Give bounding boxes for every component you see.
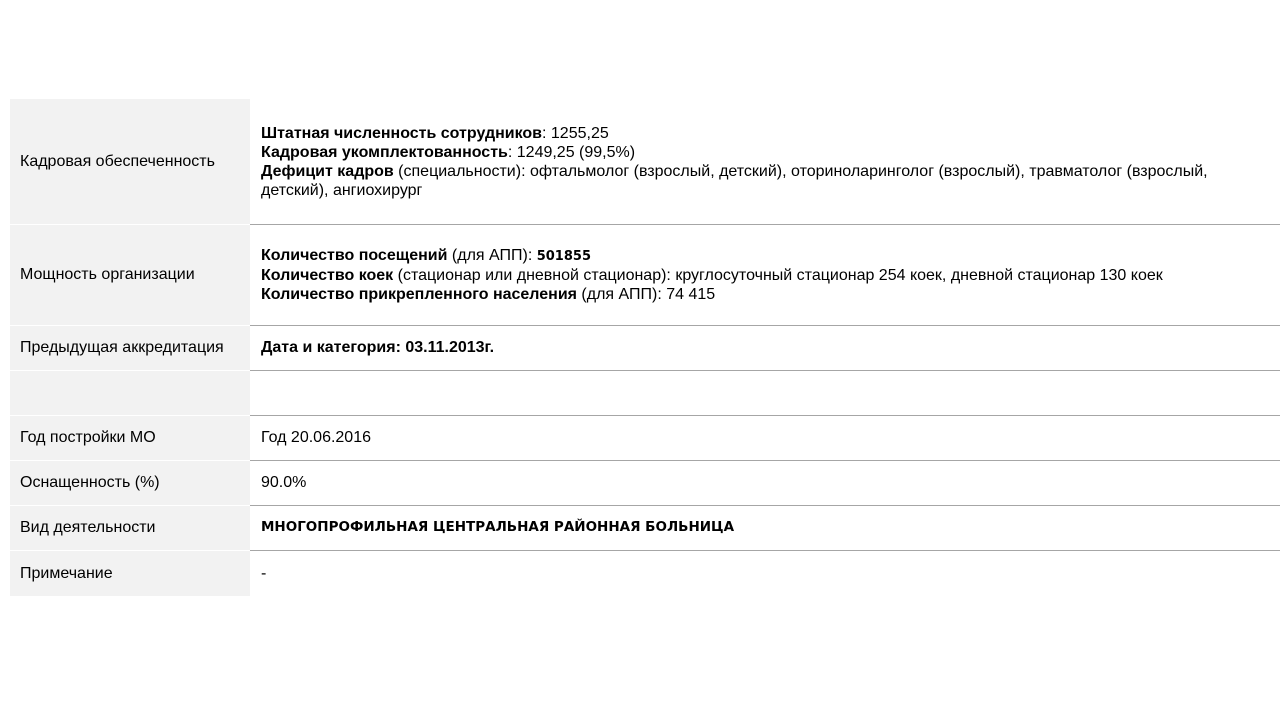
table-row-staffing xyxy=(10,99,1280,224)
staffing-level-label: Кадровая укомплектованность xyxy=(261,143,508,161)
row-label-equipment: Оснащенность (%) xyxy=(10,460,250,505)
population-label: Количество прикрепленного населения xyxy=(261,285,577,303)
row-value-staffing xyxy=(250,99,1280,224)
deficit-label: Дефицит кадров xyxy=(261,162,394,180)
organization-info-table xyxy=(10,99,1280,596)
row-label-capacity: Мощность организации xyxy=(10,224,250,325)
table-row-accreditation xyxy=(10,325,1280,370)
visits-value: 501855 xyxy=(536,248,591,264)
row-label-empty xyxy=(10,370,250,415)
beds-line xyxy=(261,266,1220,285)
deficit-line xyxy=(261,162,1220,200)
row-value-activity xyxy=(250,505,1280,550)
build-year-value: Год 20.06.2016 xyxy=(261,429,371,446)
beds-label: Количество коек xyxy=(261,266,394,284)
visits-note: (для АПП): xyxy=(447,246,537,264)
staff-count-value: : 1255,25 xyxy=(542,124,609,142)
row-label-accreditation: Предыдущая аккредитация xyxy=(10,325,250,370)
population-value: (для АПП): 74 415 xyxy=(576,285,716,303)
row-value-build-year xyxy=(250,415,1280,460)
row-value-capacity xyxy=(250,224,1280,325)
note-value: - xyxy=(261,564,267,582)
visits-line xyxy=(261,246,1220,266)
table-row-empty xyxy=(10,370,1280,415)
activity-value: МНОГОПРОФИЛЬНАЯ ЦЕНТРАЛЬНАЯ РАЙОННАЯ БОЛЬНИЦА xyxy=(261,519,735,535)
row-label-note: Примечание xyxy=(10,550,250,596)
row-value-note xyxy=(250,550,1280,596)
table-row-activity xyxy=(10,505,1280,550)
visits-label: Количество посещений xyxy=(261,246,448,264)
row-label-activity: Вид деятельности xyxy=(10,505,250,550)
table-row-note xyxy=(10,550,1280,596)
staffing-level-line xyxy=(261,143,1220,162)
table-row-equipment xyxy=(10,460,1280,505)
beds-value: (стационар или дневной стационар): круглосуточный стационар 254 коек, дневной стационар 130 коек xyxy=(393,266,1163,284)
row-label-staffing: Кадровая обеспеченность xyxy=(10,99,250,224)
equipment-value: 90.0% xyxy=(261,474,307,491)
accreditation-value: Дата и категория: 03.11.2013г. xyxy=(261,339,495,356)
deficit-value: (специальности): офтальмолог (взрослый, детский), оториноларинголог (взрослый), травматолог (взрослый, детский), ангиохирург xyxy=(261,162,1208,199)
row-value-accreditation xyxy=(250,325,1280,370)
row-value-empty xyxy=(250,370,1280,415)
row-label-build-year: Год постройки МО xyxy=(10,415,250,460)
population-line xyxy=(261,285,1220,304)
table-row-capacity xyxy=(10,224,1280,325)
staffing-level-value: : 1249,25 (99,5%) xyxy=(507,143,636,161)
row-value-equipment xyxy=(250,460,1280,505)
table-row-build-year xyxy=(10,415,1280,460)
staff-count-label: Штатная численность сотрудников xyxy=(261,124,543,142)
staff-count-line xyxy=(261,124,1220,143)
